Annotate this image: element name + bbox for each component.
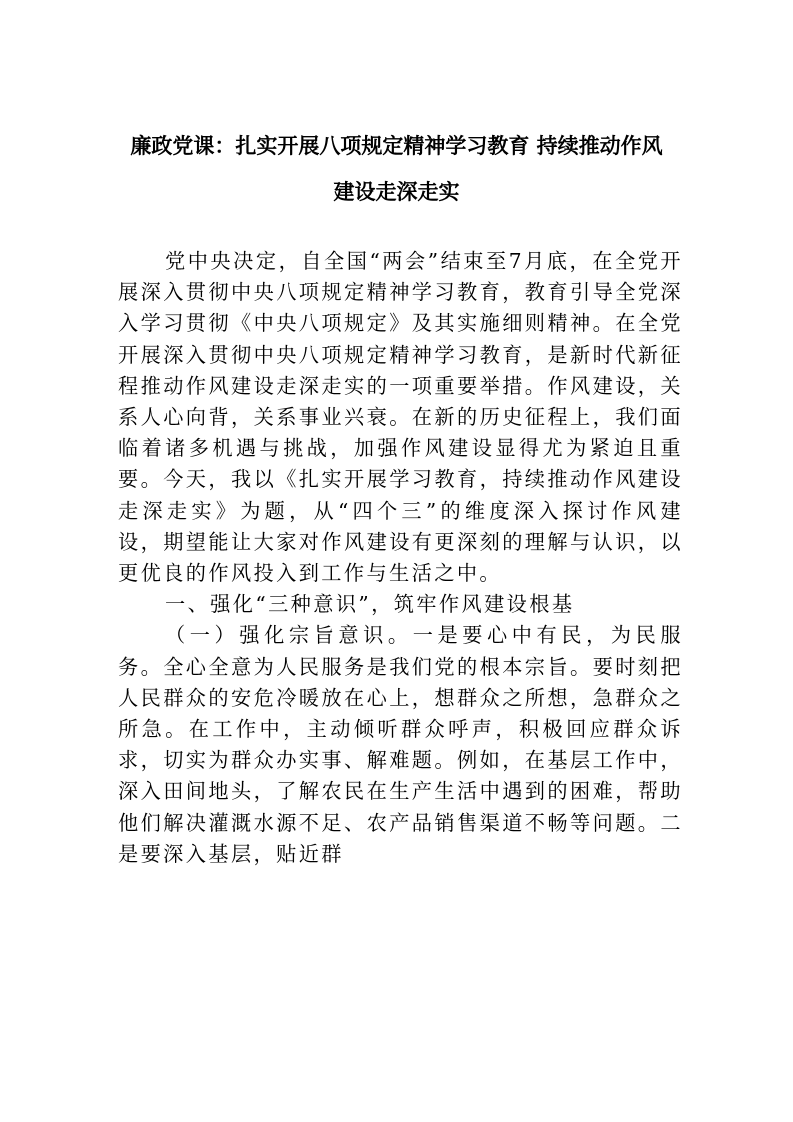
document-title-line-2: 建设走深走实 xyxy=(333,180,460,204)
document-body xyxy=(118,246,683,870)
paragraph-1-1: （一）强化宗旨意识。一是要心中有民，为民服务。全心全意为人民服务是我们党的根本宗旨。要时刻把人民群众的安危冷暖放在心上，想群众之所想，急群众之所急。在工作中，主动倾听群众呼声，积极回应群众诉求，切实为群众办实事、解难题。例如，在基层工作中，深入田间地头，了解农民在生产生活中遇到的困难，帮助他们解决灌溉水源不足、农产品销售渠道不畅等问题。二是要深入基层，贴近群 xyxy=(118,623,683,866)
document-title-line-1: 廉政党课：扎实开展八项规定精神学习教育 持续推动作风 xyxy=(130,134,663,158)
section-heading-1: 一、强化“三种意识”，筑牢作风建设根基 xyxy=(165,592,575,617)
paragraph-intro: 党中央决定，自全国“两会”结束至7月底，在全党开展深入贯彻中央八项规定精神学习教育，教育引导全党深入学习贯彻《中央八项规定》及其实施细则精神。在全党开展深入贯彻中央八项规定精神学习教育，是新时代新征程推动作风建设走深走实的一项重要举措。作风建设，关系人心向背，关系事业兴衰。在新的历史征程上，我们面临着诸多机遇与挑战，加强作风建设显得尤为紧迫且重要。今天，我以《扎实开展学习教育，持续推动作风建设走深走实》为题，从“四个三”的维度深入探讨作风建设，期望能让大家对作风建设有更深刻的理解与认识，以更优良的作风投入到工作与生活之中。 xyxy=(118,249,683,586)
